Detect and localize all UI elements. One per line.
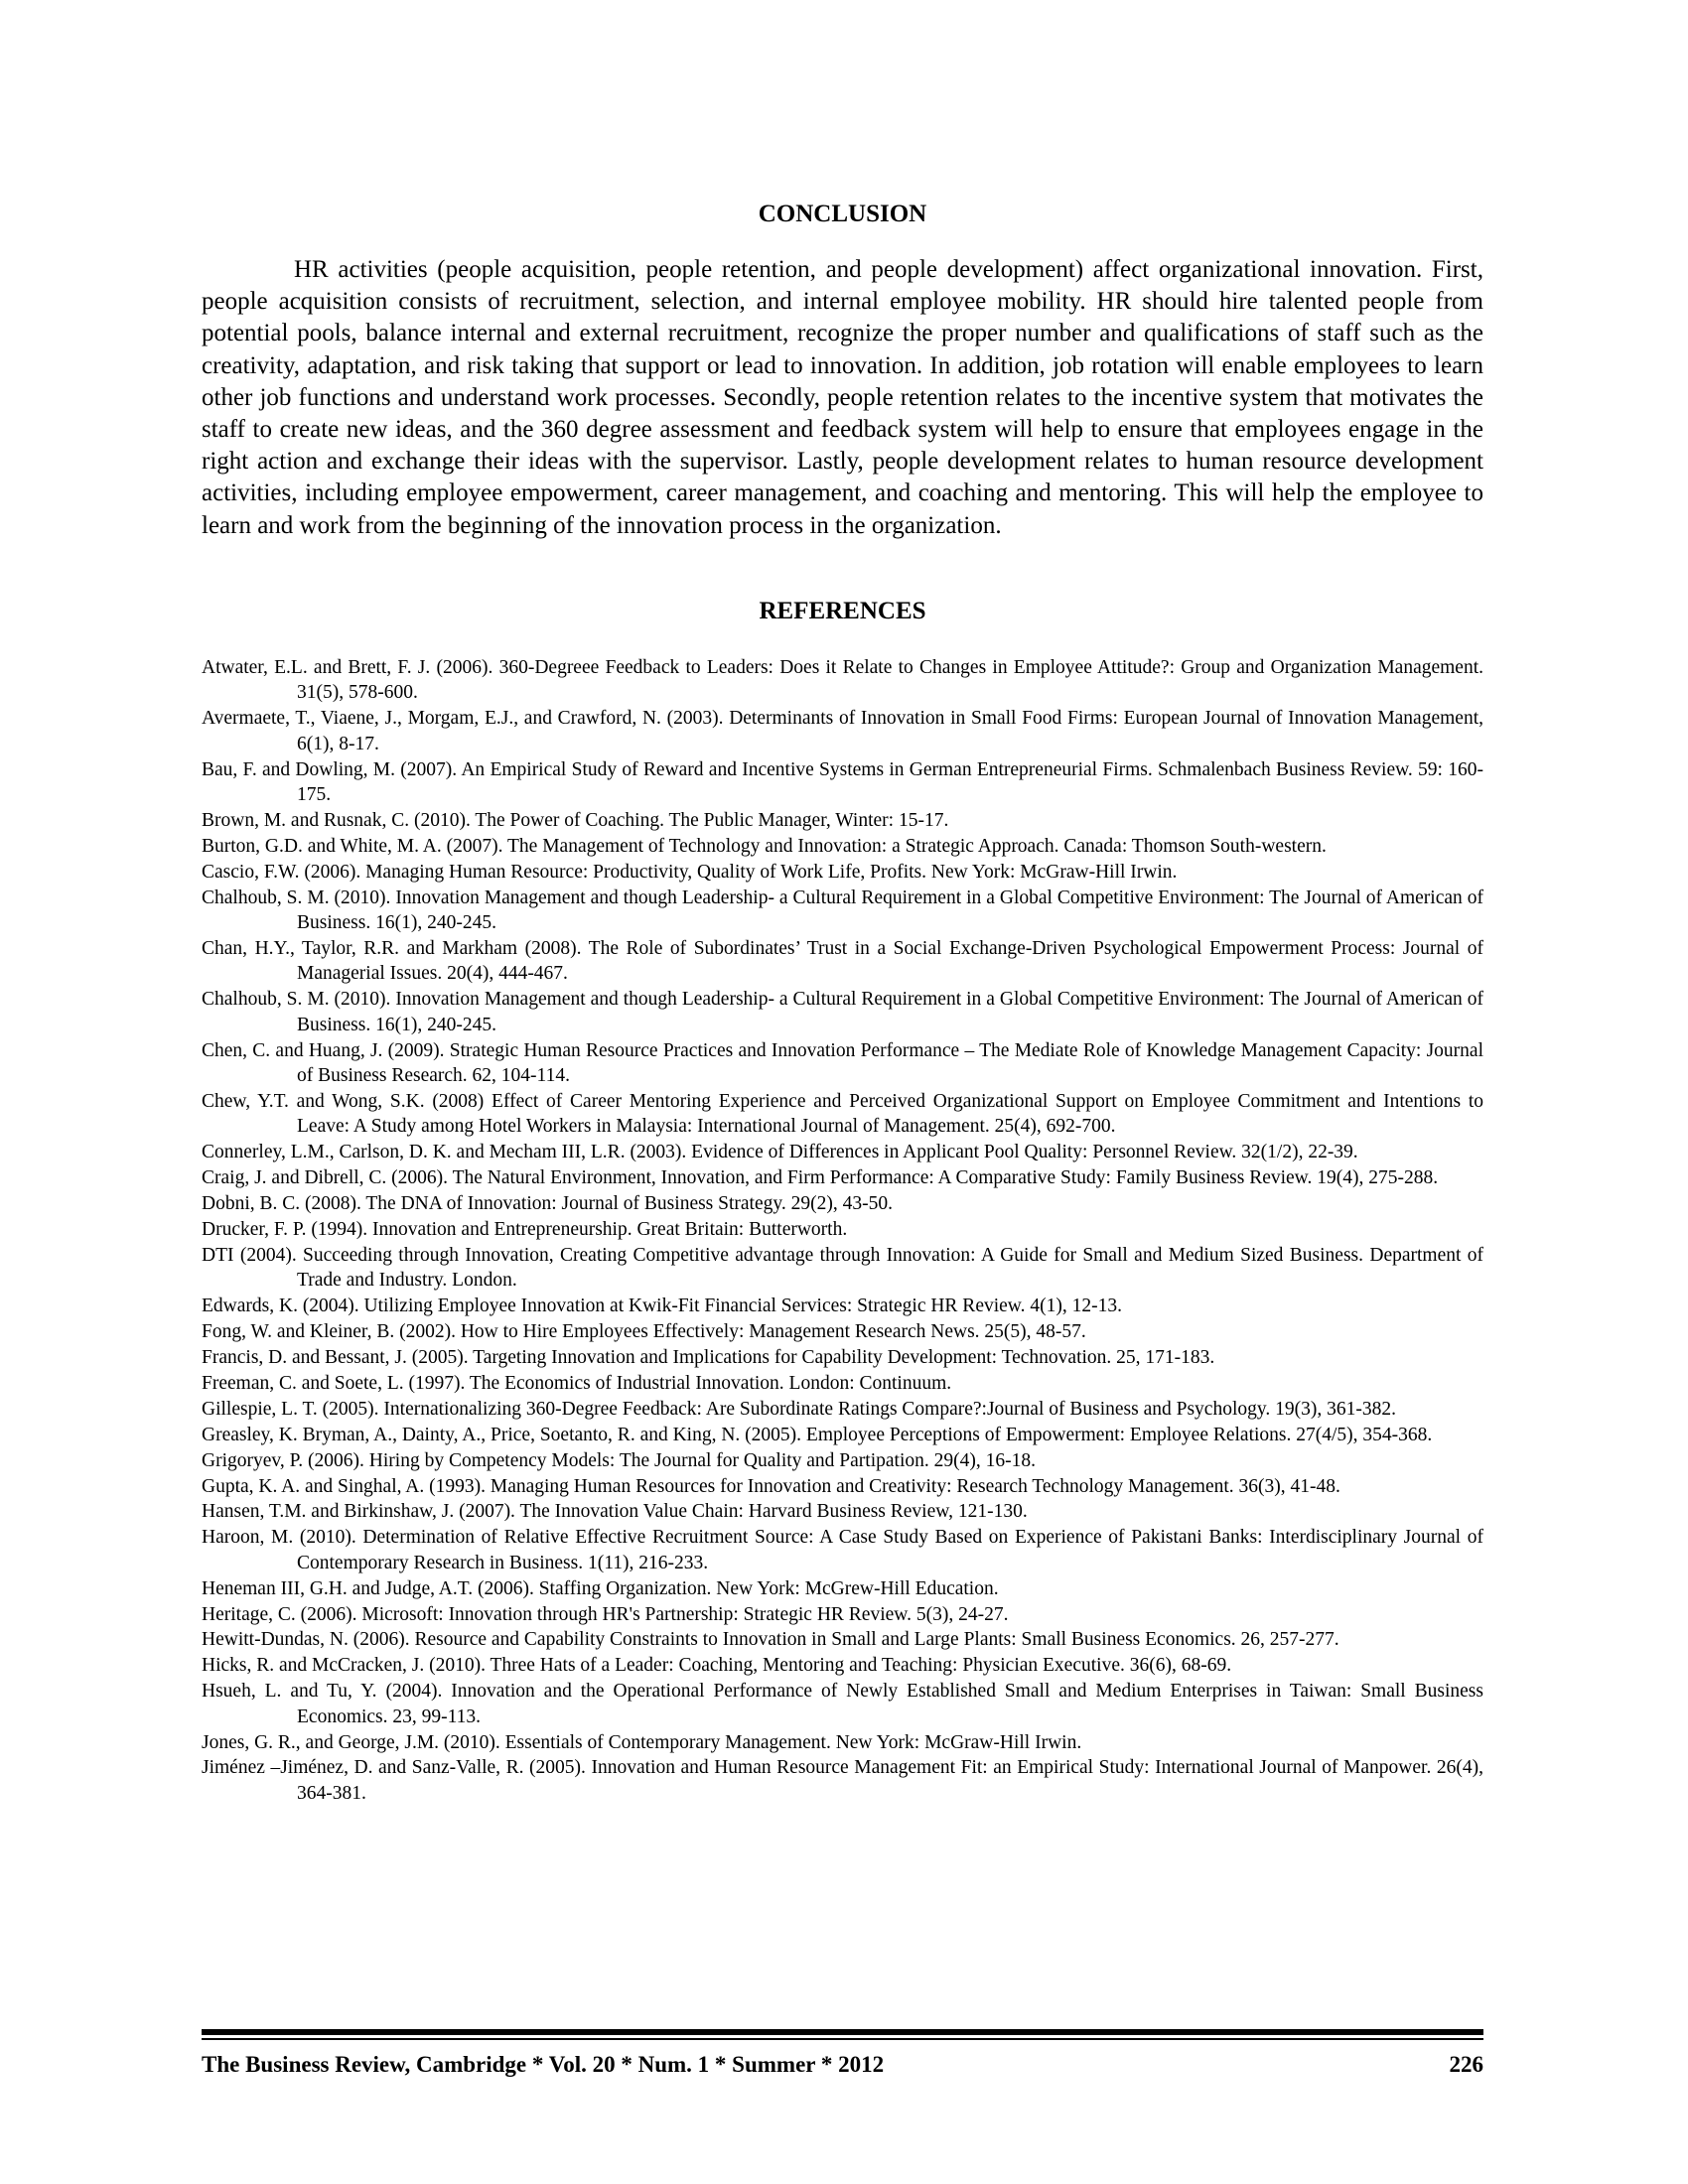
page-footer (202, 2029, 1483, 2078)
reference-item: Grigoryev, P. (2006). Hiring by Competency Models: The Journal for Quality and Partipation. 29(4), 16-18. (202, 1449, 1036, 1471)
reference-item: Edwards, K. (2004). Utilizing Employee Innovation at Kwik-Fit Financial Services: Strategic HR Review. 4(1), 12-13. (202, 1296, 1122, 1317)
reference-item: Connerley, L.M., Carlson, D. K. and Mecham III, L.R. (2003). Evidence of Differences in Applicant Pool Quality: Personnel Review. 32(1/2), 22-39. (202, 1142, 1358, 1163)
reference-item: Freeman, C. and Soete, L. (1997). The Economics of Industrial Innovation. London: Continuum. (202, 1372, 952, 1394)
reference-item: Gupta, K. A. and Singhal, A. (1993). Managing Human Resources for Innovation and Creativity: Research Technology Management. 36(3), 41-48. (202, 1475, 1340, 1497)
reference-item: Cascio, F.W. (2006). Managing Human Resource: Productivity, Quality of Work Life, Profits. New York: McGraw-Hill Irwin. (202, 861, 1178, 883)
references-heading: REFERENCES (759, 598, 926, 624)
reference-item: Gillespie, L. T. (2005). Internationalizing 360-Degree Feedback: Are Subordinate Ratings Compare?:Journal of Business and Psychology. 19(3), 361-382. (202, 1398, 1396, 1420)
footer-rule-thick (202, 2029, 1483, 2035)
reference-item: Chew, Y.T. and Wong, S.K. (2008) Effect of Career Mentoring Experience and Perceived Organizational Support on Employee Commitment and Intentions to Leave: A Study among Hotel Workers in Malaysia: International Journal of Management. 25(4), 692-700. (202, 1090, 1483, 1138)
reference-item: Craig, J. and Dibrell, C. (2006). The Natural Environment, Innovation, and Firm Performance: A Comparative Study: Family Business Review. 19(4), 275-288. (202, 1167, 1439, 1189)
reference-item: Jiménez –Jiménez, D. and Sanz-Valle, R. (2005). Innovation and Human Resource Management Fit: an Empirical Study: International Journal of Manpower. 26(4), 364-381. (202, 1757, 1483, 1804)
reference-list (202, 655, 1483, 1807)
reference-item: Heritage, C. (2006). Microsoft: Innovation through HR's Partnership: Strategic HR Review. 5(3), 24-27. (202, 1603, 1009, 1625)
reference-item: Atwater, E.L. and Brett, F. J. (2006). 360-Degreee Feedback to Leaders: Does it Relate to Changes in Employee Attitude?: Group and Organization Management. 31(5), 578-600. (202, 657, 1483, 704)
reference-item: Avermaete, T., Viaene, J., Morgam, E.J., and Crawford, N. (2003). Determinants of Innovation in Small Food Firms: European Journal of Innovation Management, 6(1), 8-17. (202, 708, 1483, 754)
page-number: 226 (1449, 2052, 1483, 2077)
reference-item: Francis, D. and Bessant, J. (2005). Targeting Innovation and Implications for Capability Development: Technovation. 25, 171-183. (202, 1346, 1215, 1368)
reference-item: Chan, H.Y., Taylor, R.R. and Markham (2008). The Role of Subordinates’ Trust in a Social Exchange-Driven Psychological Empowerment Process: Journal of Managerial Issues. 20(4), 444-467. (202, 937, 1483, 985)
reference-item: Chen, C. and Huang, J. (2009). Strategic Human Resource Practices and Innovation Performance – The Mediate Role of Knowledge Management Capacity: Journal of Business Research. 62, 104-114. (202, 1039, 1483, 1086)
reference-item: Hewitt-Dundas, N. (2006). Resource and Capability Constraints to Innovation in Small and Large Plants: Small Business Economics. 26, 257-277. (202, 1629, 1339, 1651)
reference-item: Hsueh, L. and Tu, Y. (2004). Innovation and the Operational Performance of Newly Established Small and Medium Enterprises in Taiwan: Small Business Economics. 23, 99-113. (202, 1681, 1483, 1727)
reference-item: Drucker, F. P. (1994). Innovation and Entrepreneurship. Great Britain: Butterworth. (202, 1218, 848, 1240)
journal-citation: The Business Review, Cambridge * Vol. 20 * Num. 1 * Summer * 2012 (202, 2052, 885, 2077)
reference-item: Heneman III, G.H. and Judge, A.T. (2006). Staffing Organization. New York: McGrew-Hill Education. (202, 1577, 999, 1599)
reference-item: Greasley, K. Bryman, A., Dainty, A., Price, Soetanto, R. and King, N. (2005). Employee Perceptions of Empowerment: Employee Relations. 27(4/5), 354-368. (202, 1424, 1433, 1445)
reference-item: Hicks, R. and McCracken, J. (2010). Three Hats of a Leader: Coaching, Mentoring and Teaching: Physician Executive. 36(6), 68-69. (202, 1655, 1232, 1677)
reference-item: Chalhoub, S. M. (2010). Innovation Management and though Leadership- a Cultural Requirement in a Global Competitive Environment: The Journal of American of Business. 16(1), 240-245. (202, 887, 1483, 934)
reference-item: Fong, W. and Kleiner, B. (2002). How to Hire Employees Effectively: Management Research News. 25(5), 48-57. (202, 1321, 1086, 1343)
footer-rule-thin (202, 2038, 1483, 2040)
conclusion-heading: CONCLUSION (758, 201, 927, 227)
reference-item: Hansen, T.M. and Birkinshaw, J. (2007). The Innovation Value Chain: Harvard Business Review, 121-130. (202, 1501, 1028, 1523)
reference-item: Haroon, M. (2010). Determination of Relative Effective Recruitment Source: A Case Study Based on Experience of Pakistani Banks: Interdisciplinary Journal of Contemporary Research in Business. 1(11), 216-233. (202, 1527, 1483, 1573)
reference-item: DTI (2004). Succeeding through Innovation, Creating Competitive advantage through Innovation: A Guide for Small and Medium Sized Business. Department of Trade and Industry. London. (202, 1244, 1483, 1292)
reference-item: Burton, G.D. and White, M. A. (2007). The Management of Technology and Innovation: a Strategic Approach. Canada: Thomson South-western. (202, 835, 1327, 857)
reference-item: Brown, M. and Rusnak, C. (2010). The Power of Coaching. The Public Manager, Winter: 15-17. (202, 809, 949, 831)
conclusion-paragraph: HR activities (people acquisition, people retention, and people development) affect organizational innovation. First, people acquisition consists of recruitment, selection, and internal employee mobility. HR should hire talented people from potential pools, balance internal and external recruitment, recognize the proper number and qualifications of staff such as the creativity, adaptation, and risk taking that support or lead to innovation. In addition, job rotation will enable employees to learn other job functions and understand work processes. Secondly, people retention relates to the incentive system that motivates the staff to create new ideas, and the 360 degree assessment and feedback system will help to ensure that employees engage in the right action and exchange their ideas with the supervisor. Lastly, people development relates to human resource development activities, including employee empowerment, career management, and coaching and mentoring. This will help the employee to learn and work from the beginning of the innovation process in the organization. (202, 256, 1483, 539)
reference-item: Dobni, B. C. (2008). The DNA of Innovation: Journal of Business Strategy. 29(2), 43-50. (202, 1193, 893, 1215)
footer-text-row (202, 2052, 1483, 2078)
reference-item: Chalhoub, S. M. (2010). Innovation Management and though Leadership- a Cultural Requirement in a Global Competitive Environment: The Journal of American of Business. 16(1), 240-245. (202, 989, 1483, 1035)
reference-item: Jones, G. R., and George, J.M. (2010). Essentials of Contemporary Management. New York: McGraw-Hill Irwin. (202, 1731, 1082, 1753)
reference-item: Bau, F. and Dowling, M. (2007). An Empirical Study of Reward and Incentive Systems in German Entrepreneurial Firms. Schmalenbach Business Review. 59: 160-175. (202, 758, 1483, 806)
page-content (202, 0, 1483, 2184)
